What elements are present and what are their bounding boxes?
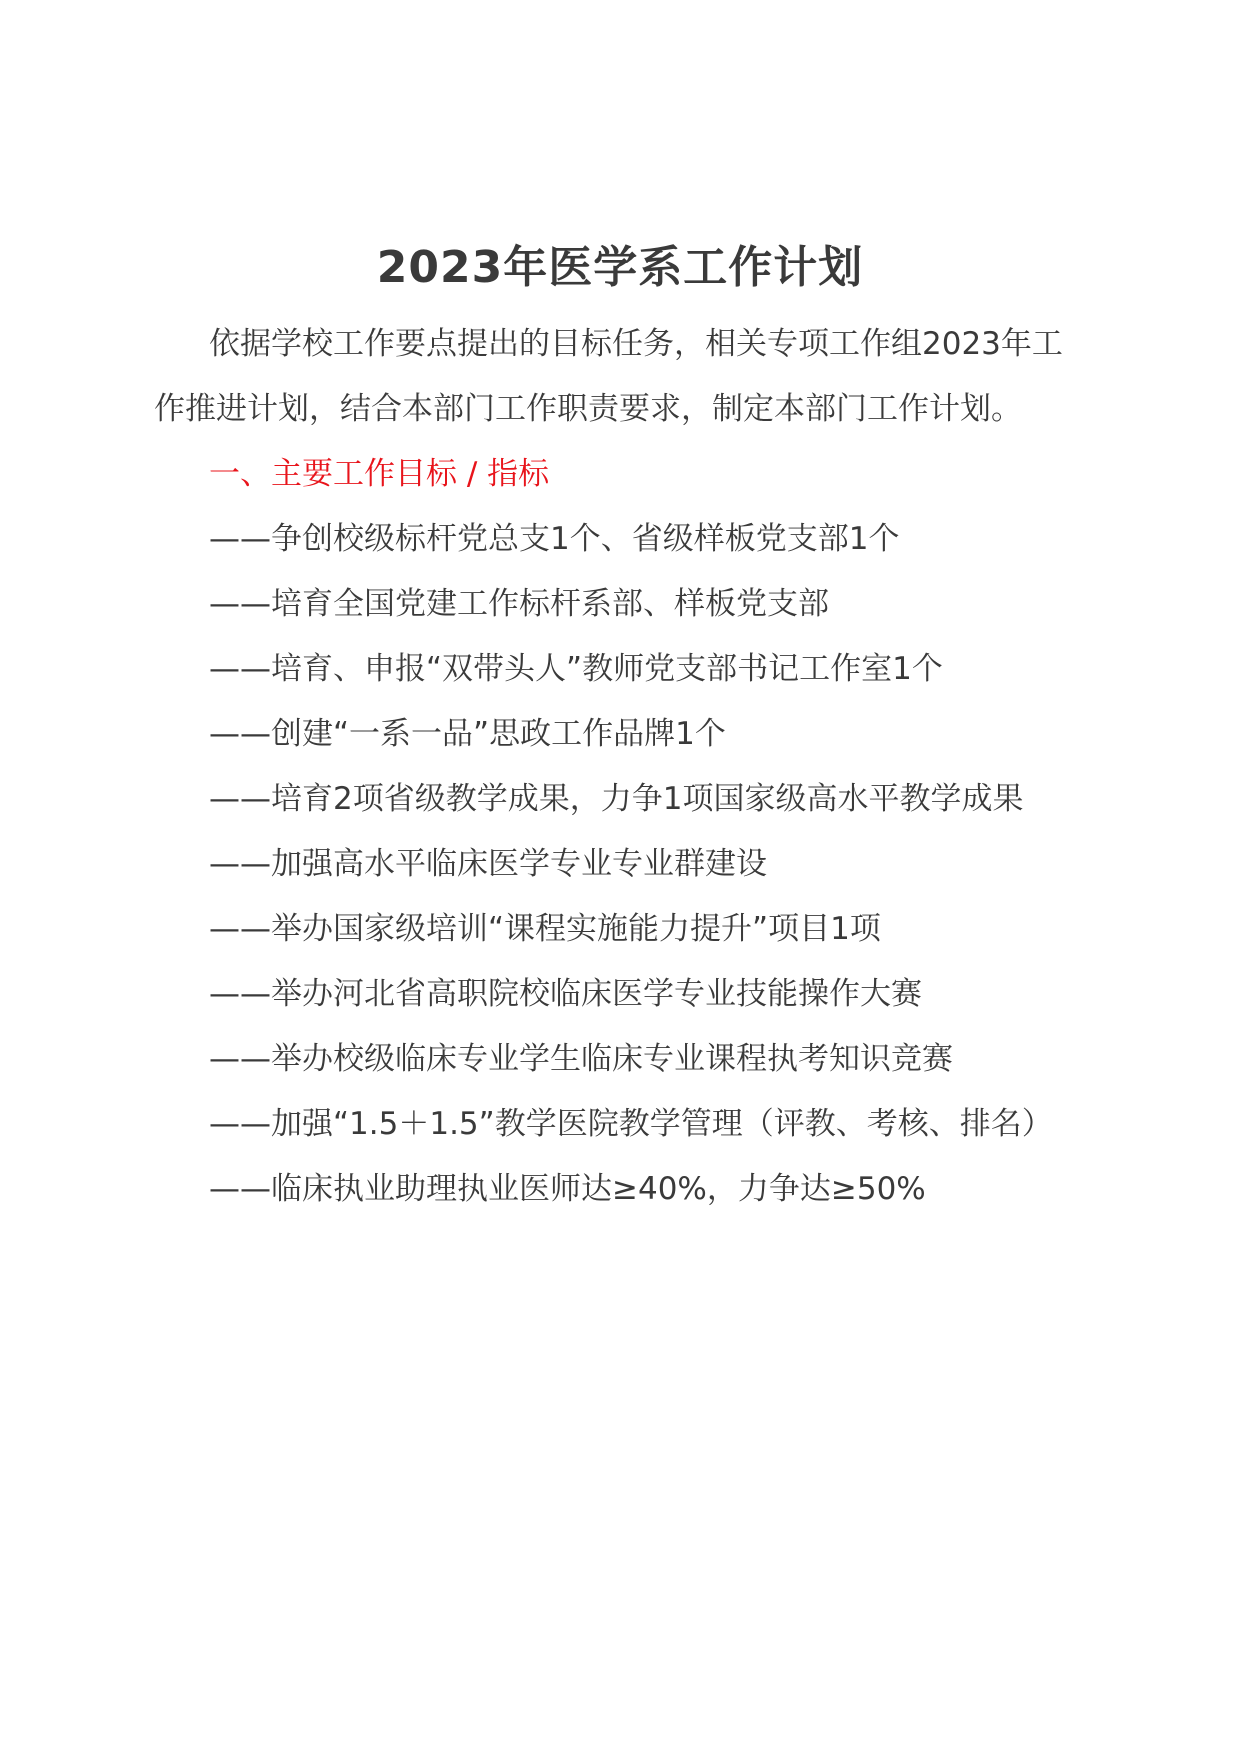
goal-item: ——加强高水平临床医学专业专业群建设	[209, 846, 767, 882]
document-title: 2023年医学系工作计划	[376, 242, 864, 293]
document-page	[154, 238, 1086, 1222]
goal-item: ——举办国家级培训“课程实施能力提升”项目1项	[209, 911, 881, 947]
section-heading-main-goals: 一、主要工作目标 / 指标	[209, 456, 550, 492]
goal-item: ——举办校级临床专业学生临床专业课程执考知识竞赛	[209, 1041, 953, 1077]
intro-paragraph: 依据学校工作要点提出的目标任务，相关专项工作组2023年工作推进计划，结合本部门工作职责要求，制定本部门工作计划。	[154, 326, 1063, 427]
goal-item: ——培育全国党建工作标杆系部、样板党支部	[209, 586, 829, 622]
goal-item: ——临床执业助理执业医师达≥40%，力争达≥50%	[209, 1171, 926, 1207]
goal-item: ——培育2项省级教学成果，力争1项国家级高水平教学成果	[209, 781, 1024, 817]
goal-item: ——培育、申报“双带头人”教师党支部书记工作室1个	[209, 651, 943, 687]
goal-item: ——争创校级标杆党总支1个、省级样板党支部1个	[209, 521, 900, 557]
goal-item: ——加强“1.5＋1.5”教学医院教学管理（评教、考核、排名）	[209, 1106, 1053, 1142]
goal-item: ——创建“一系一品”思政工作品牌1个	[209, 716, 726, 752]
goal-item: ——举办河北省高职院校临床医学专业技能操作大赛	[209, 976, 922, 1012]
